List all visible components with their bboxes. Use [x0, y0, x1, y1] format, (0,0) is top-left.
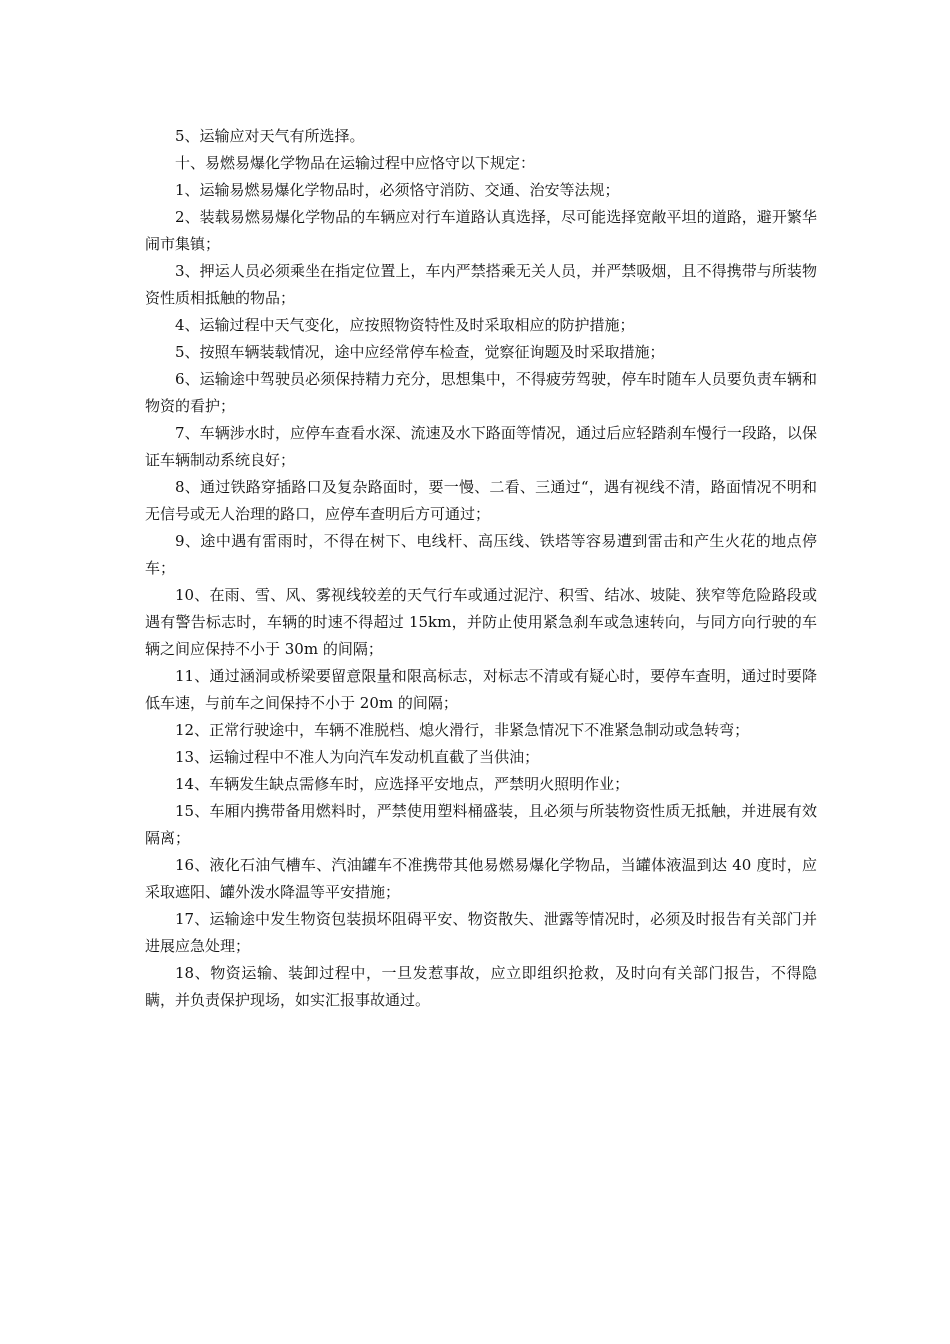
rule-3: 3、押运人员必须乘坐在指定位置上，车内严禁搭乘无关人员，并严禁吸烟，且不得携带与所装物资性质相抵触的物品； [145, 262, 817, 307]
rule-9: 9、途中遇有雷雨时，不得在树下、电线杆、高压线、铁塔等容易遭到雷击和产生火花的地点停车； [145, 532, 817, 577]
rule-2: 2、装载易燃易爆化学物品的车辆应对行车道路认真选择，尽可能选择宽敞平坦的道路，避开繁华闹市集镇； [145, 208, 817, 253]
rule-4: 4、运输过程中天气变化，应按照物资特性及时采取相应的防护措施； [175, 316, 635, 334]
rule-17: 17、运输途中发生物资包装损坏阻碍平安、物资散失、泄露等情况时，必须及时报告有关部门并进展应急处理； [145, 910, 817, 955]
rule-11: 11、通过涵洞或桥梁要留意限量和限高标志，对标志不清或有疑心时，要停车查明，通过时要降低车速，与前车之间保持不小于 20m 的间隔； [145, 667, 817, 712]
rule-7: 7、车辆涉水时，应停车查看水深、流速及水下路面等情况，通过后应轻踏刹车慢行一段路，以保证车辆制动系统良好； [145, 424, 817, 469]
rule-1: 1、运输易燃易爆化学物品时，必须恪守消防、交通、治安等法规； [175, 181, 620, 199]
rule-16: 16、液化石油气槽车、汽油罐车不准携带其他易燃易爆化学物品，当罐体液温到达 40 度时，应采取遮阳、罐外泼水降温等平安措施； [145, 856, 817, 901]
rule-14: 14、车辆发生缺点需修车时，应选择平安地点，严禁明火照明作业； [175, 775, 630, 793]
document-body [145, 123, 817, 1014]
rule-12: 12、正常行驶途中，车辆不准脱档、熄火滑行，非紧急情况下不准紧急制动或急转弯； [175, 721, 750, 739]
rule-6: 6、运输途中驾驶员必须保持精力充分，思想集中，不得疲劳驾驶，停车时随车人员要负责车辆和物资的看护； [145, 370, 817, 415]
rule-8: 8、通过铁路穿插路口及复杂路面时，要一慢、二看、三通过“，遇有视线不清，路面情况不明和无信号或无人治理的路口，应停车查明后方可通过； [145, 478, 817, 523]
section-heading-flammable-chemicals: 十、易燃易爆化学物品在运输过程中应恪守以下规定： [175, 154, 536, 172]
rule-15: 15、车厢内携带备用燃料时，严禁使用塑料桶盛装，且必须与所装物资性质无抵触，并进展有效隔离； [145, 802, 817, 847]
paragraph-transport-weather: 5、运输应对天气有所选择。 [175, 127, 365, 145]
rule-10: 10、在雨、雪、风、雾视线较差的天气行车或通过泥泞、积雪、结冰、坡陡、狭窄等危险路段或遇有警告标志时，车辆的时速不得超过 15km，并防止使用紧急刹车或急速转向，与同方向行驶的车辆之间应保持不小于 30m 的间隔； [145, 586, 817, 658]
rule-18: 18、物资运输、装卸过程中，一旦发惹事故，应立即组织抢救，及时向有关部门报告，不得隐瞒，并负责保护现场，如实汇报事故通过。 [145, 964, 817, 1009]
rule-13: 13、运输过程中不准人为向汽车发动机直截了当供油； [175, 748, 540, 766]
rule-5: 5、按照车辆装载情况，途中应经常停车检查，觉察征询题及时采取措施； [175, 343, 665, 361]
